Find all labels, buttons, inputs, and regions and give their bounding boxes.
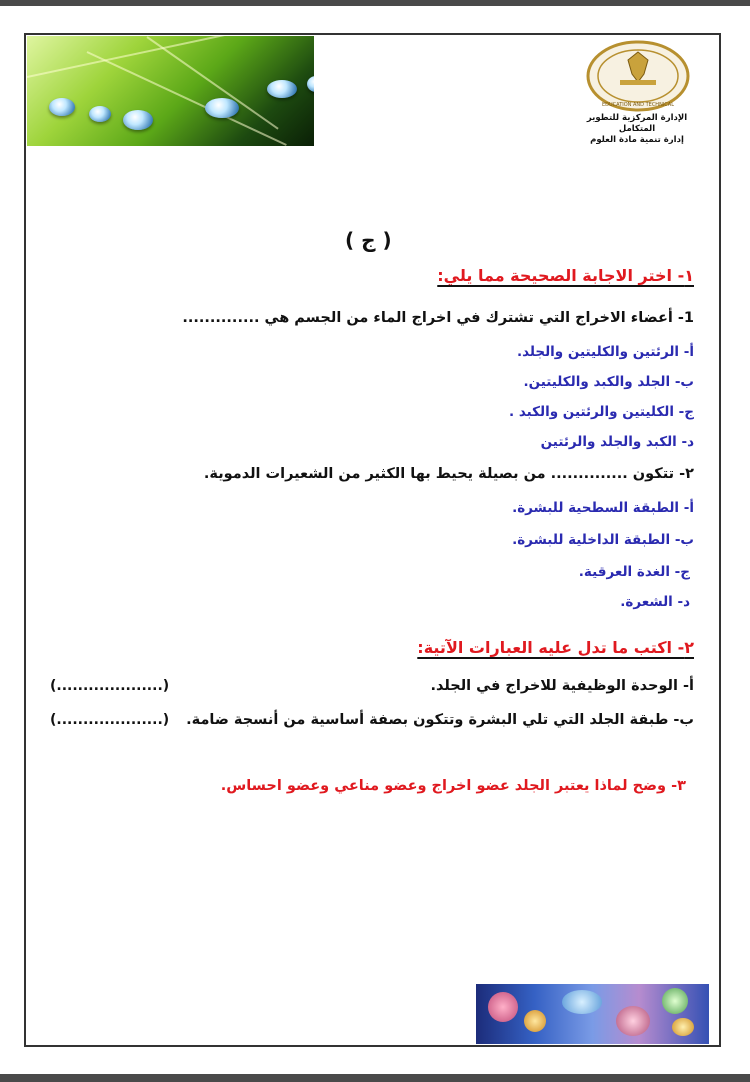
question-1: 1- أعضاء الاخراج التي تشترك في اخراج الماء من الجسم هي .............. — [182, 310, 694, 326]
leaf-water-drops-image — [27, 36, 314, 146]
logo-caption — [572, 113, 702, 146]
statement-b: ب- طبقة الجلد التي تلي البشرة وتتكون بصفة أساسية من أنسجة ضامة. — [186, 712, 694, 728]
q2-option-b[interactable]: ب- الطبقة الداخلية للبشرة. — [512, 532, 694, 548]
logo-line-2: إدارة تنمية مادة العلوم — [590, 135, 684, 145]
bottom-edge — [0, 1074, 750, 1082]
seal-ring-text: EDUCATION AND TECHNICAL — [602, 102, 674, 108]
q1-option-d[interactable]: د- الكبد والجلد والرئتين — [540, 434, 694, 450]
logo-line-1: الإدارة المركزية للتطوير المتكامل — [586, 113, 688, 134]
section-3-question: ٣- وضح لماذا يعتبر الجلد عضو اخراج وعضو مناعي وعضو احساس. — [220, 778, 686, 794]
answer-blank-b[interactable]: (....................) — [50, 712, 170, 728]
q1-option-b[interactable]: ب- الجلد والكبد والكليتين. — [523, 374, 694, 390]
top-edge — [0, 0, 750, 6]
answer-blank-a[interactable]: (....................) — [50, 678, 170, 694]
form-version-label: ( ج ) — [345, 228, 392, 252]
question-2: ٢- تتكون .............. من بصيلة يحيط بها الكثير من الشعيرات الدموية. — [203, 466, 694, 482]
q2-option-c[interactable]: ج- الغدة العرقية. — [578, 564, 690, 580]
statement-a: أ- الوحدة الوظيفية للاخراج في الجلد. — [430, 678, 694, 694]
section-2-title: ٢- اكتب ما تدل عليه العبارات الآتية: — [417, 638, 694, 657]
cells-illustration-image — [476, 984, 709, 1044]
q2-option-d[interactable]: د- الشعرة. — [620, 594, 690, 610]
q1-option-c[interactable]: ج- الكليتين والرئتين والكبد . — [509, 404, 694, 420]
section-1-title: ١- اختر الاجابة الصحيحة مما يلي: — [437, 266, 694, 285]
q1-option-a[interactable]: أ- الرئتين والكليتين والجلد. — [516, 344, 694, 360]
q2-option-a[interactable]: أ- الطبقة السطحية للبشرة. — [512, 500, 694, 516]
